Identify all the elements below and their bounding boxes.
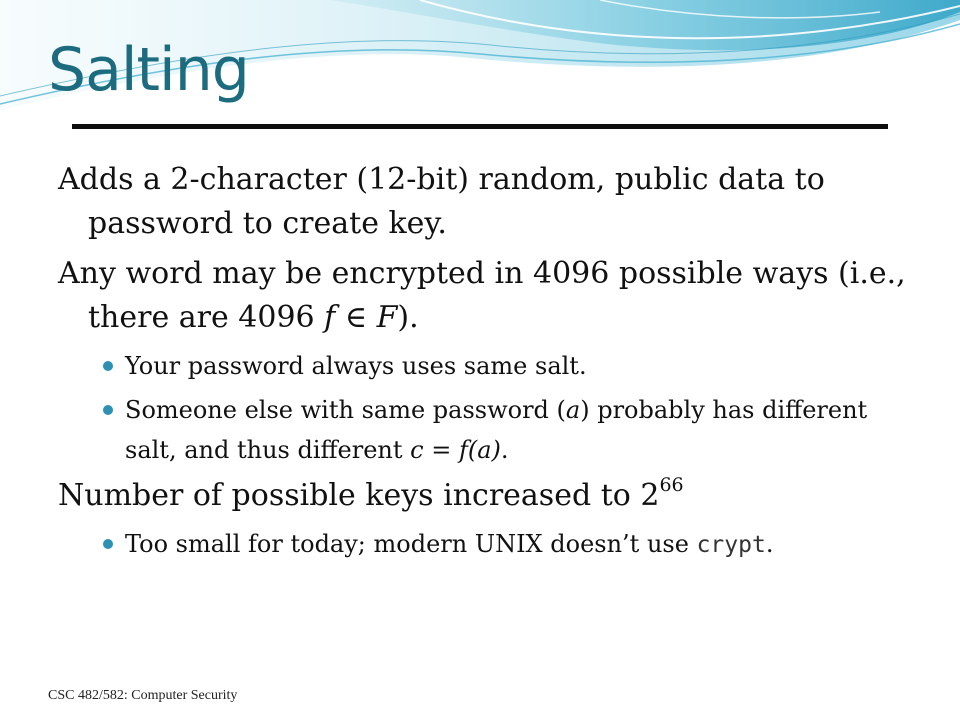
element-of-symbol: ∈	[335, 300, 377, 335]
variable-a: a	[565, 396, 581, 424]
bullet-item-possible-keys	[58, 474, 908, 518]
slide-title: Salting	[48, 35, 249, 105]
bullet-dot-icon	[103, 405, 113, 415]
slide-footer: CSC 482/582: Computer Security	[48, 688, 238, 703]
function-f: f	[324, 300, 336, 335]
sub-item-text-wrapper	[125, 390, 908, 470]
sub-bullet-different-salt	[58, 390, 908, 470]
sub-item-text: .	[765, 530, 774, 558]
sub-item-text-wrapper	[125, 524, 908, 565]
title-underline	[72, 124, 888, 129]
item-text: Number of possible keys increased to 2	[58, 478, 660, 513]
sub-item-text: ) probably has different salt, and thus different	[125, 396, 868, 464]
sub-item-text: .	[500, 436, 509, 464]
code-crypt: crypt	[696, 532, 766, 558]
function-set-F: F	[376, 300, 398, 335]
item-text: Any word may be encrypted in 4096 possible ways (i.e., there are 4096	[58, 256, 906, 335]
bullet-dot-icon	[103, 361, 113, 371]
sub-bullet-same-salt	[58, 346, 908, 386]
slide-body	[58, 158, 908, 569]
sub-bullet-too-small	[58, 524, 908, 565]
bullet-item-salt-definition	[58, 158, 908, 246]
sub-item-text: Your password always uses same salt.	[125, 352, 587, 380]
sub-item-text: Someone else with same password (	[125, 396, 566, 424]
bullet-item-4096-ways	[58, 252, 908, 340]
formula-c-equals-f-a: c = f(a)	[410, 436, 501, 464]
item-text: Adds a 2-character (12-bit) random, public data to password to create key.	[58, 162, 825, 241]
exponent: 66	[659, 474, 684, 496]
bullet-dot-icon	[103, 539, 113, 549]
item-text-end: ).	[397, 300, 419, 335]
sub-item-text: Too small for today; modern UNIX doesn’t use	[125, 530, 697, 558]
